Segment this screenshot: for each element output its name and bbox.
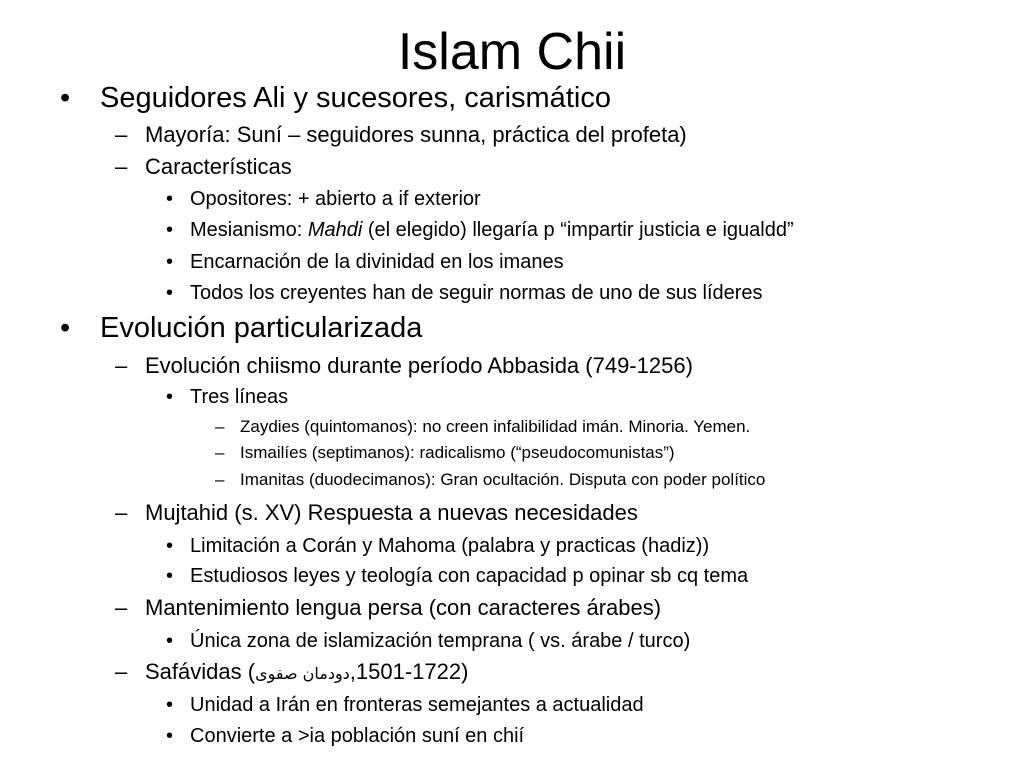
list-item <box>166 217 794 243</box>
item-text: Estudiosos leyes y teología con capacidad p opinar sb cq tema <box>190 565 749 587</box>
dash-marker: – <box>115 500 128 525</box>
bullet-marker: • <box>166 725 174 747</box>
bullet-marker: • <box>166 219 174 241</box>
slide-title: Islam Chii <box>397 23 627 81</box>
item-text: Convierte a >ia población suní en chií <box>190 725 525 747</box>
item-text: Unidad a Irán en fronteras semejantes a actualidad <box>190 694 644 716</box>
bullet-marker: • <box>166 386 174 408</box>
item-text-prefix: Mesianismo: <box>190 219 308 241</box>
item-text: Seguidores Ali y sucesores, carismático <box>100 82 611 114</box>
item-text: Mayoría: Suní – seguidores sunna, práctica del profeta) <box>145 122 687 147</box>
item-text: Encarnación de la divinidad en los imanes <box>190 251 564 273</box>
list-item <box>115 352 693 380</box>
list-item <box>215 469 766 491</box>
item-text: Opositores: + abierto a if exterior <box>190 188 481 210</box>
list-item <box>166 563 749 589</box>
dash-marker: – <box>115 122 128 147</box>
list-item <box>115 658 469 688</box>
list-item <box>60 81 611 115</box>
dash-marker: – <box>115 595 128 620</box>
bullet-marker: • <box>166 251 174 273</box>
item-text-arabic: دودمان صفوی <box>255 664 350 683</box>
list-item <box>115 153 292 181</box>
list-item <box>166 249 564 275</box>
list-item <box>215 442 675 464</box>
item-text-prefix: Safávidas ( <box>145 659 256 684</box>
item-text: Única zona de islamización temprana ( vs. árabe / turco) <box>190 630 691 652</box>
list-item <box>166 280 763 306</box>
dash-marker: – <box>215 417 225 436</box>
list-item <box>166 723 525 749</box>
item-text: Ismailíes (septimanos): radicalismo (“pseudocomunistas”) <box>240 443 675 462</box>
list-item <box>166 384 289 410</box>
bullet-marker: • <box>166 282 174 304</box>
bullet-marker: • <box>166 188 174 210</box>
dash-marker: – <box>115 353 128 378</box>
dash-marker: – <box>215 443 225 462</box>
item-text: Características <box>145 154 292 179</box>
item-text: Tres líneas <box>190 386 289 408</box>
item-text: Zaydies (quintomanos): no creen infalibilidad imán. Minoria. Yemen. <box>240 417 751 436</box>
list-item <box>60 311 423 345</box>
item-text: Limitación a Corán y Mahoma (palabra y practicas (hadiz)) <box>190 535 710 557</box>
list-item <box>166 533 710 559</box>
bullet-marker: • <box>166 694 174 716</box>
item-text-suffix: ,1501-1722) <box>349 659 469 684</box>
list-item <box>115 121 687 149</box>
list-item <box>215 416 751 438</box>
item-text: Mujtahid (s. XV) Respuesta a nuevas necesidades <box>145 500 638 525</box>
list-item <box>115 594 662 622</box>
bullet-marker: • <box>166 565 174 587</box>
dash-marker: – <box>115 659 128 684</box>
item-text: Todos los creyentes han de seguir normas de uno de sus líderes <box>190 282 763 304</box>
dash-marker: – <box>215 470 225 489</box>
item-text-italic: Mahdi <box>307 219 363 241</box>
item-text: Evolución particularizada <box>100 312 423 344</box>
item-text: Imanitas (duodecimanos): Gran ocultación. Disputa con poder político <box>240 470 766 489</box>
list-item <box>166 692 644 718</box>
bullet-marker: • <box>60 312 71 344</box>
list-item <box>166 186 481 212</box>
bullet-marker: • <box>60 82 71 114</box>
dash-marker: – <box>115 154 128 179</box>
bullet-marker: • <box>166 535 174 557</box>
list-item <box>115 499 638 527</box>
item-text: Evolución chiismo durante período Abbasida (749-1256) <box>145 353 693 378</box>
item-text: Mantenimiento lengua persa (con caracteres árabes) <box>145 595 662 620</box>
item-text-suffix: (el elegido) llegaría p “impartir justicia e igualdd” <box>362 219 794 241</box>
list-item <box>166 628 691 654</box>
bullet-marker: • <box>166 630 174 652</box>
